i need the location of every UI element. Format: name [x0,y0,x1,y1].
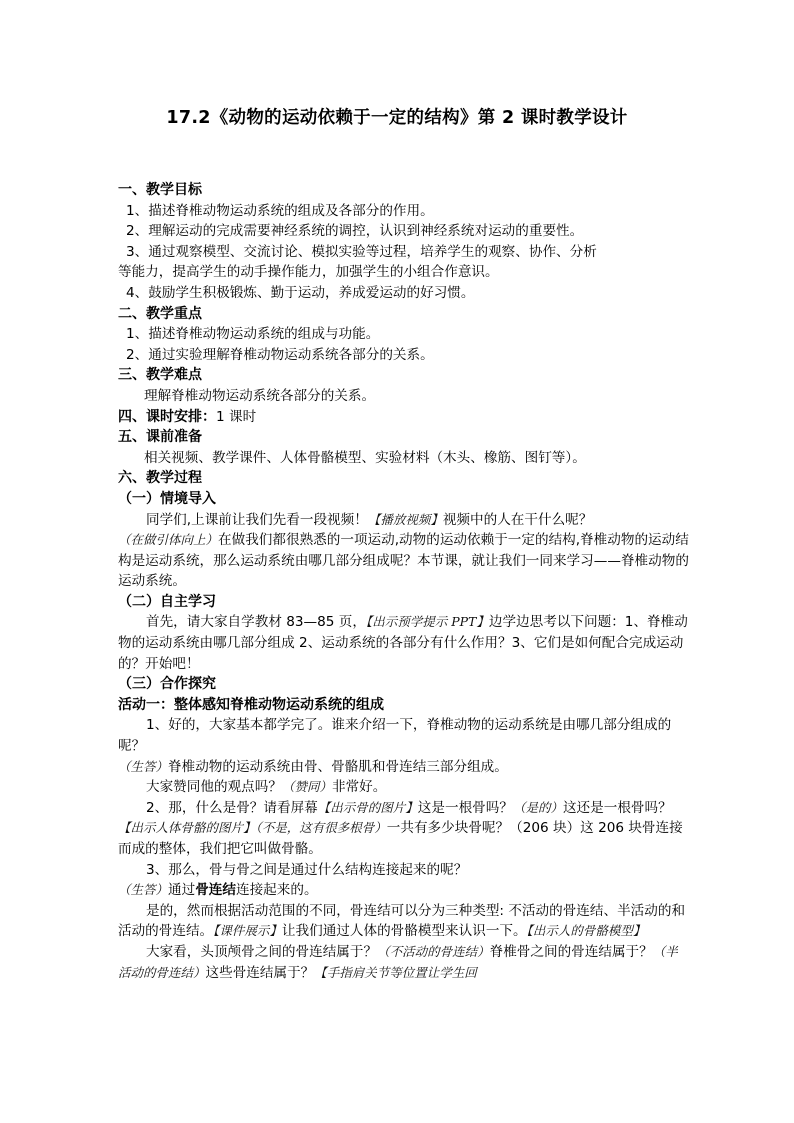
teaching-note: 【出示人体骨骼的图片】（不是，这有很多根骨） [118,820,387,836]
page-title: 17.2《动物的运动依赖于一定的结构》第 2 课时教学设计 [166,108,628,128]
text-run: 在做我们都很熟悉的一项运动,动物的运动依赖于一定的结构,脊椎动物的运动结构是运动系统，那么运动系统由哪几部分组成呢？本节课，就让我们一同来学习——脊椎动物的运动系统。 [118,532,689,590]
paragraph-answer-1 [118,757,690,778]
subsection-heading-cooperative: （三）合作探究 [118,676,216,693]
text-run: 这些骨连结属于？ [205,964,315,981]
text-run: 首先，请大家自学教材 83—85 页， [146,614,366,631]
text-run: 连接起来的。 [235,882,318,899]
section-text: 1 课时 [216,408,257,425]
text-run: 脊椎骨之间的骨连结属于？ [489,943,653,960]
document-body [118,180,690,983]
text-run: 大家赞同他的观点吗？ [146,779,282,796]
text-run: 一共有多少块骨呢？（206 块）这 206 块骨连接而成的整体，我们把它叫做骨骼。 [118,820,683,857]
list-item: 等能力，提高学生的动手操作能力，加强学生的小组合作意识。 [118,264,499,281]
teaching-note: 【课件展示】 [213,923,282,939]
section-schedule [118,407,690,428]
text-run: 通过 [168,882,196,899]
list-item: 2、通过实验理解脊椎动物运动系统各部分的关系。 [126,346,434,363]
list-item: 2、理解运动的完成需要神经系统的调控，认识到神经系统对运动的重要性。 [126,223,584,240]
subsection-heading-self-study: （二）自主学习 [118,593,216,610]
text-run: 视频中的人在干什么呢？ [442,511,593,528]
section-heading-schedule: 四、课时安排： [118,408,216,425]
text-run: 这还是一根骨吗？ [562,799,672,816]
teaching-note: 【出示人的骨骼模型】 [526,923,646,939]
teaching-note: （半活动的骨连结） [118,943,678,980]
teaching-note: （赞同） [281,779,332,795]
paragraph-agree [118,777,690,798]
section-heading-difficulties: 三、教学难点 [118,367,202,384]
section-heading-objectives: 一、教学目标 [118,182,202,198]
teaching-note: （生答） [118,882,169,898]
text-run: 让我们通过人体的骨骼模型来认识一下。 [281,923,527,940]
paragraph-question-3: 3、那么，骨与骨之间是通过什么结构连接起来的呢？ [146,861,468,878]
teaching-note: （不活动的骨连结） [377,943,490,959]
paragraph-joint-examples [118,942,690,983]
text-run: 非常好。 [331,779,387,796]
section-text: 相关视频、教学课件、人体骨骼模型、实验材料（木头、橡筋、图钉等）。 [144,449,586,466]
paragraph-question-1: 1、好的，大家基本都学完了。谁来介绍一下，脊椎动物的运动系统是由哪几部分组成的呢？ [118,717,672,755]
activity-heading: 活动一：整体感知脊椎动物运动系统的组成 [118,696,384,713]
text-run: 2、那，什么是骨？请看屏幕 [146,799,318,816]
list-item: 1、描述脊椎动物运动系统的组成与功能。 [126,326,380,343]
paragraph-self-study [118,612,690,674]
teaching-note: 【播放视频】 [367,511,443,527]
list-item: 4、鼓励学生积极锻炼、勤于运动，养成爱运动的好习惯。 [126,284,475,301]
text-run: 脊椎动物的运动系统由骨、骨骼肌和骨连结三部分组成。 [168,758,508,775]
teaching-note: 【手指肩关节等位置让学生回 [314,964,477,980]
section-heading-key-points: 二、教学重点 [118,305,202,322]
teaching-note: 【出示骨的图片】 [317,799,418,815]
text-run: 这是一根骨吗？ [417,799,513,816]
teaching-note: （生答） [118,758,169,774]
teaching-note: （是的） [512,799,563,815]
list-item: 3、通过观察模型、交流讨论、模拟实验等过程，培养学生的观察、协作、分析 [126,243,597,260]
text-run: 大家看，头顶颅骨之间的骨连结属于？ [146,943,378,960]
text-run: 边学边思考以下问题：1、脊椎动物的运动系统由哪几部分组成 2、运动系统的各部分有什么作用？3、它们是如何配合完成运动的？开始吧！ [118,614,688,672]
text-run: 同学们,上课前让我们先看一段视频！ [146,511,368,528]
paragraph-joint-types [118,901,690,942]
section-text: 理解脊椎动物运动系统各部分的关系。 [144,387,376,404]
section-heading-preparation: 五、课前准备 [118,429,202,446]
teaching-note: （在做引体向上） [118,532,219,548]
subsection-heading-intro: （一）情境导入 [118,490,216,507]
text-run: 是的，然而根据活动范围的不同，骨连结可以分为三种类型: 不活动的骨连结、半活动的和活动的骨连结。 [118,902,686,940]
list-item: 1、描述脊椎动物运动系统的组成及各部分的作用。 [126,202,434,219]
teaching-note: 【出示预学提示 PPT】 [365,614,489,630]
paragraph-question-2 [118,798,690,860]
bold-term: 骨连结 [195,882,236,899]
paragraph-intro [118,510,690,592]
section-heading-process: 六、教学过程 [118,470,202,487]
paragraph-answer-3 [118,880,690,901]
